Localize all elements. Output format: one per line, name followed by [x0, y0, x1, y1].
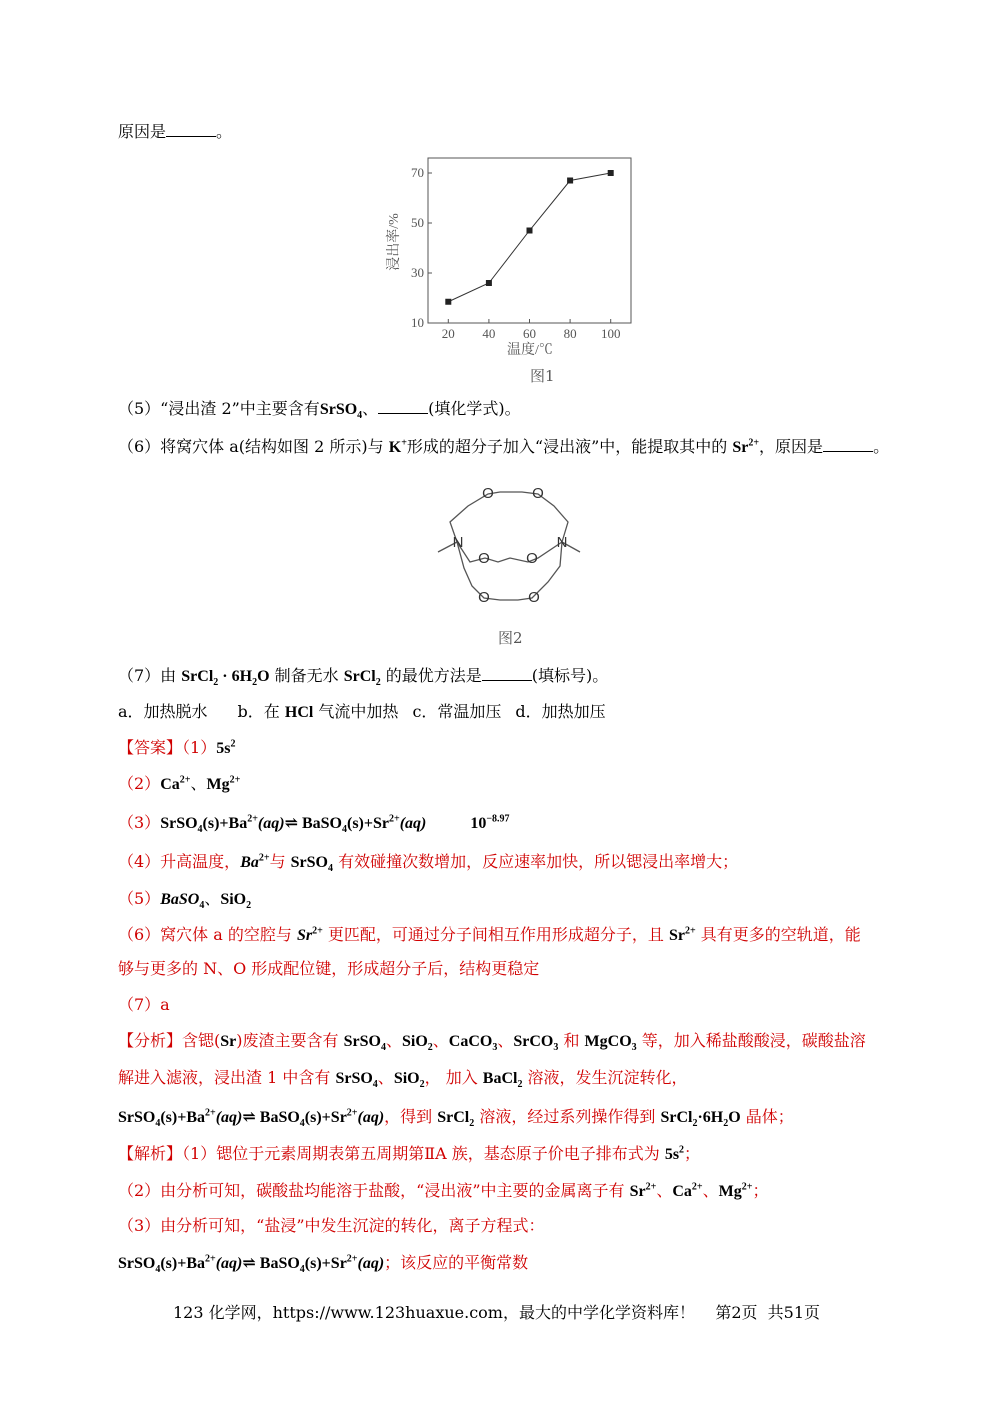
data-point — [445, 299, 451, 305]
page-footer: 123 化学网，https://www.123huaxue.com，最大的中学化学资料库！ 第2页 共51页 — [172, 1303, 821, 1322]
question-6: （6）将窝穴体 a(结构如图 2 所示)与 K+形成的超分子加入“浸出液”中，能提取其中的 $Sr^{2+}$，原因是 。 — [118, 437, 890, 456]
answer-5: （5）BaSO$_4$、SiO$_2$ — [118, 889, 252, 912]
question-7: （7）由 SrCl$_2$ · $6H_2O$ 制备无水 SrCl$_2$ 的最优方法是 (填标号)。 — [118, 666, 609, 689]
atom-o3: O — [478, 550, 490, 567]
leach-rate-chart — [380, 150, 650, 360]
cryptand-structure — [420, 470, 600, 630]
answer-blank — [823, 451, 873, 452]
data-point — [486, 280, 492, 286]
data-point — [527, 228, 533, 234]
answer-6: （6）窝穴体 a 的空腔与 $Sr^{2+}$ 更匹配，可通过分子间相互作用形成超分子，且 $Sr^{2+}$ 具有更多的空轨道，能 — [118, 925, 861, 944]
atom-o2: O — [532, 485, 544, 502]
figure-2 — [420, 470, 600, 650]
answer-blank — [482, 680, 532, 681]
atom-o4: O — [526, 550, 538, 567]
answer-3: $(3)SrSO_4(s)+Ba^{2+}(aq)\rightleftharpoons$ $BaSO_4(s)+Sr^{2+}(aq)$ $10^{-8.97}$ — [118, 813, 510, 836]
question-5: （5）“浸出渣 2”中主要含有SrSO$_4$、 (填化学式)。 — [118, 399, 521, 422]
atom-o1: O — [482, 485, 494, 502]
analysis-2: 解进入滤液，浸出渣 1 中含有 SrSO$_4$、SiO$_2$， 加入 BaCl$_2$ 溶液，发生沉淀转化， — [118, 1068, 688, 1091]
explain-4: $SrSO_4(s)+Ba^{2+}(aq)\rightleftharpoons$ $BaSO_4(s)+Sr^{2+}(aq)$；该反应的平衡常数 — [118, 1253, 529, 1276]
intro-text: 原因是 — [118, 122, 167, 141]
intro-line — [118, 122, 232, 142]
y-tick-label: 70 — [411, 165, 424, 180]
x-tick-label: 60 — [523, 326, 536, 341]
question-7-options: a．加热脱水 b．在 HCl 气流中加热 c．常温加压 d．加热加压 — [118, 702, 606, 721]
atom-o5: O — [478, 589, 490, 606]
explain-2: （2）由分析可知，碳酸盐均能溶于盐酸，“浸出液”中主要的金属离子有 $Sr^{2+}$、$Ca^{2+}$、$Mg^{2+}$； — [118, 1181, 769, 1200]
explain-3: （3）由分析可知，“盐浸”中发生沉淀的转化，离子方程式： — [118, 1216, 545, 1235]
y-tick-label: 30 — [411, 265, 424, 280]
answer-1: 【答案】$(1)5s^2$ — [118, 738, 236, 757]
atom-o6: O — [528, 589, 540, 606]
answer-2: $(2)Ca^{2+}$、$Mg^{2+}$ — [118, 774, 241, 793]
x-tick-label: 100 — [600, 326, 621, 341]
answer-blank — [166, 136, 216, 137]
explain-1: 【解析】（1）锶位于元素周期表第五周期第ⅡA 族，基态原子价电子排布式为 $5s^2$； — [118, 1144, 701, 1163]
series-line — [448, 173, 610, 302]
answer-7: （7）a — [118, 995, 170, 1014]
x-tick-label: 80 — [563, 326, 577, 341]
answer-4: （4）升高温度，$Ba^{2+}$与 SrSO$_4$ 有效碰撞次数增加，反应速率加快，所以锶浸出率增大； — [118, 852, 739, 875]
figure-2-caption: 图2 — [498, 629, 523, 647]
plot-frame — [428, 158, 631, 323]
y-tick-label: 50 — [411, 215, 424, 230]
answer-blank — [378, 413, 428, 414]
x-axis-label: 温度/℃ — [507, 343, 553, 358]
figure-1-caption: 图1 — [530, 367, 555, 385]
data-point — [608, 170, 614, 176]
atom-n2: N — [556, 534, 568, 551]
x-tick-label: 20 — [441, 326, 455, 341]
y-axis-label: 浸出率/% — [387, 213, 402, 271]
analysis-3: $SrSO_4(s)+Ba^{2+}(aq)\rightleftharpoons$ $BaSO_4(s)+Sr^{2+}(aq)$，得到 SrCl$_2$ 溶液，经过系列操作得到 $SrCl_2\cdot 6H_2O$ 晶体； — [118, 1107, 794, 1130]
answer-6-cont: 够与更多的 N、O 形成配位键，形成超分子后，结构更稳定 — [118, 959, 540, 978]
figure-1 — [380, 150, 650, 385]
atom-n1: N — [452, 534, 464, 551]
y-tick-label: 10 — [411, 315, 424, 330]
data-point — [567, 178, 573, 184]
x-tick-label: 40 — [482, 326, 496, 341]
intro-end: 。 — [216, 122, 233, 141]
analysis-1: 【分析】含锶(Sr)废渣主要含有 SrSO$_4$、SiO$_2$、CaCO$_3$、SrCO$_3$ 和 MgCO$_3$ 等，加入稀盐酸酸浸，碳酸盐溶 — [118, 1031, 866, 1054]
